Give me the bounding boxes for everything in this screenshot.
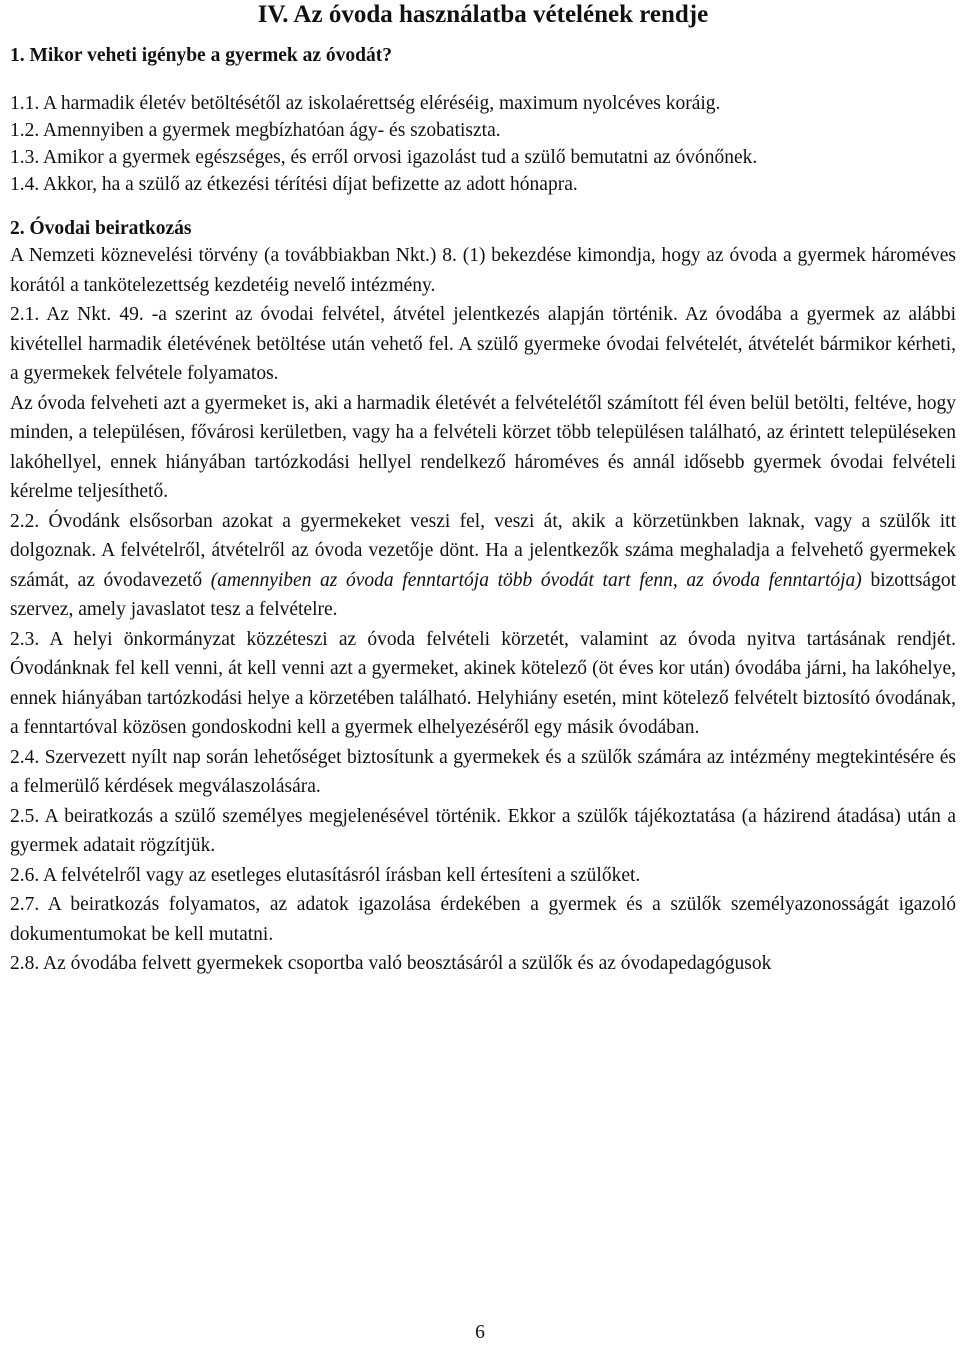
paragraph-2-5: 2.5. A beiratkozás a szülő személyes megjelenésével történik. Ekkor a szülők tájékoztatása (a házirend átadása) után a gyermek adatait rögzítjük.	[10, 805, 956, 856]
page-number: 6	[475, 1322, 485, 1343]
paragraph-2-4: 2.4. Szervezett nyílt nap során lehetőséget biztosítunk a gyermekek és a szülők számára az intézmény megtekintésére és a felmerülő kérdések megválaszolására.	[10, 746, 956, 797]
paragraph-2-3: 2.3. A helyi önkormányzat közzéteszi az óvoda felvételi körzetét, valamint az óvoda nyitva tartásának rendjét. Óvodánknak fel kell venni, át kell venni azt a gyermeket, akinek kötelező (öt éves kor után) óvodába járni, ha lakóhelye, ennek hiányában tartózkodási helye a körzetében található. Helyhiány esetén, mint kötelező felvételt biztosító óvodának, a fenntartóval közösen gondoskodni kell a gyermek elhelyezéséről egy másik óvodában.	[10, 628, 956, 738]
paragraph-2-2-part-b: bizottságot szervez, amely javaslatot tesz a felvételre.	[10, 569, 957, 620]
heading-1: 1. Mikor veheti igénybe a gyermek az óvodát?	[10, 45, 393, 66]
section-title: IV. Az óvoda használatba vételének rendje	[257, 1, 709, 28]
list-item: 1.1. A harmadik életév betöltésétől az iskolaérettség eléréséig, maximum nyolcéves koráig.	[10, 93, 721, 114]
paragraph-2-2	[10, 507, 956, 625]
paragraph-2-7: 2.7. A beiratkozás folyamatos, az adatok igazolása érdekében a gyermek és a szülők személyazonosságát igazoló dokumentumokat be kell mutatni.	[10, 894, 956, 945]
paragraph-felveheti: Az óvoda felveheti azt a gyermeket is, aki a harmadik életévét a felvételétől számított fél éven belül betölti, feltéve, hogy minden, a településen, fővárosi kerületben, vagy ha a felvételi körzet több településen található, az érintett településeken lakóhellyel, ennek hiányában tartózkodási hellyel rendelkező hároméves és annál idősebb gyermek óvodai felvételi kérelme teljesíthető.	[10, 392, 956, 502]
document-page	[10, 0, 956, 979]
heading-2: 2. Óvodai beiratkozás	[10, 218, 192, 239]
list-item: 1.2. Amennyiben a gyermek megbízhatóan ágy- és szobatiszta.	[10, 120, 501, 141]
paragraph-2-1: 2.1. Az Nkt. 49. -a szerint az óvodai felvétel, átvétel jelentkezés alapján történik. Az óvodába a gyermek az alábbi kivétellel harmadik életévének betöltése után vehető fel. A szülő gyermeke óvodai felvételét, átvételét bármikor kérheti, a gyermekek felvétele folyamatos.	[10, 304, 956, 384]
paragraph-nkt: A Nemzeti köznevelési törvény (a továbbiakban Nkt.) 8. (1) bekezdése kimondja, hogy az óvoda a gyermek hároméves korától a tankötelezettség kezdetéig nevelő intézmény.	[10, 245, 956, 296]
paragraph-2-2-part-a: 2.2. Óvodánk elsősorban azokat a gyermekeket veszi fel, veszi át, akik a körzetünkben laknak, vagy a szülők itt dolgoznak. A felvételről, átvételről az óvoda vezetője dönt. Ha a jelentkezők száma meghaladja a felvehető gyermekek számát, az óvodavezető	[10, 510, 956, 591]
list-item: 1.4. Akkor, ha a szülő az étkezési térítési díjat befizette az adott hónapra.	[10, 174, 578, 195]
paragraph-2-2-italic: (amennyiben az óvoda fenntartója több óvodát tart fenn, az óvoda fenntartója)	[210, 569, 862, 591]
list-1	[10, 90, 956, 198]
paragraph-2-6: 2.6. A felvételről vagy az esetleges elutasításról írásban kell értesíteni a szülőket.	[10, 864, 641, 886]
list-item: 1.3. Amikor a gyermek egészséges, és erről orvosi igazolást tud a szülő bemutatni az óvónőnek.	[10, 147, 758, 168]
paragraph-2-8: 2.8. Az óvodába felvett gyermekek csoportba való beosztásáról a szülők és az óvodapedagógusok	[10, 953, 772, 974]
